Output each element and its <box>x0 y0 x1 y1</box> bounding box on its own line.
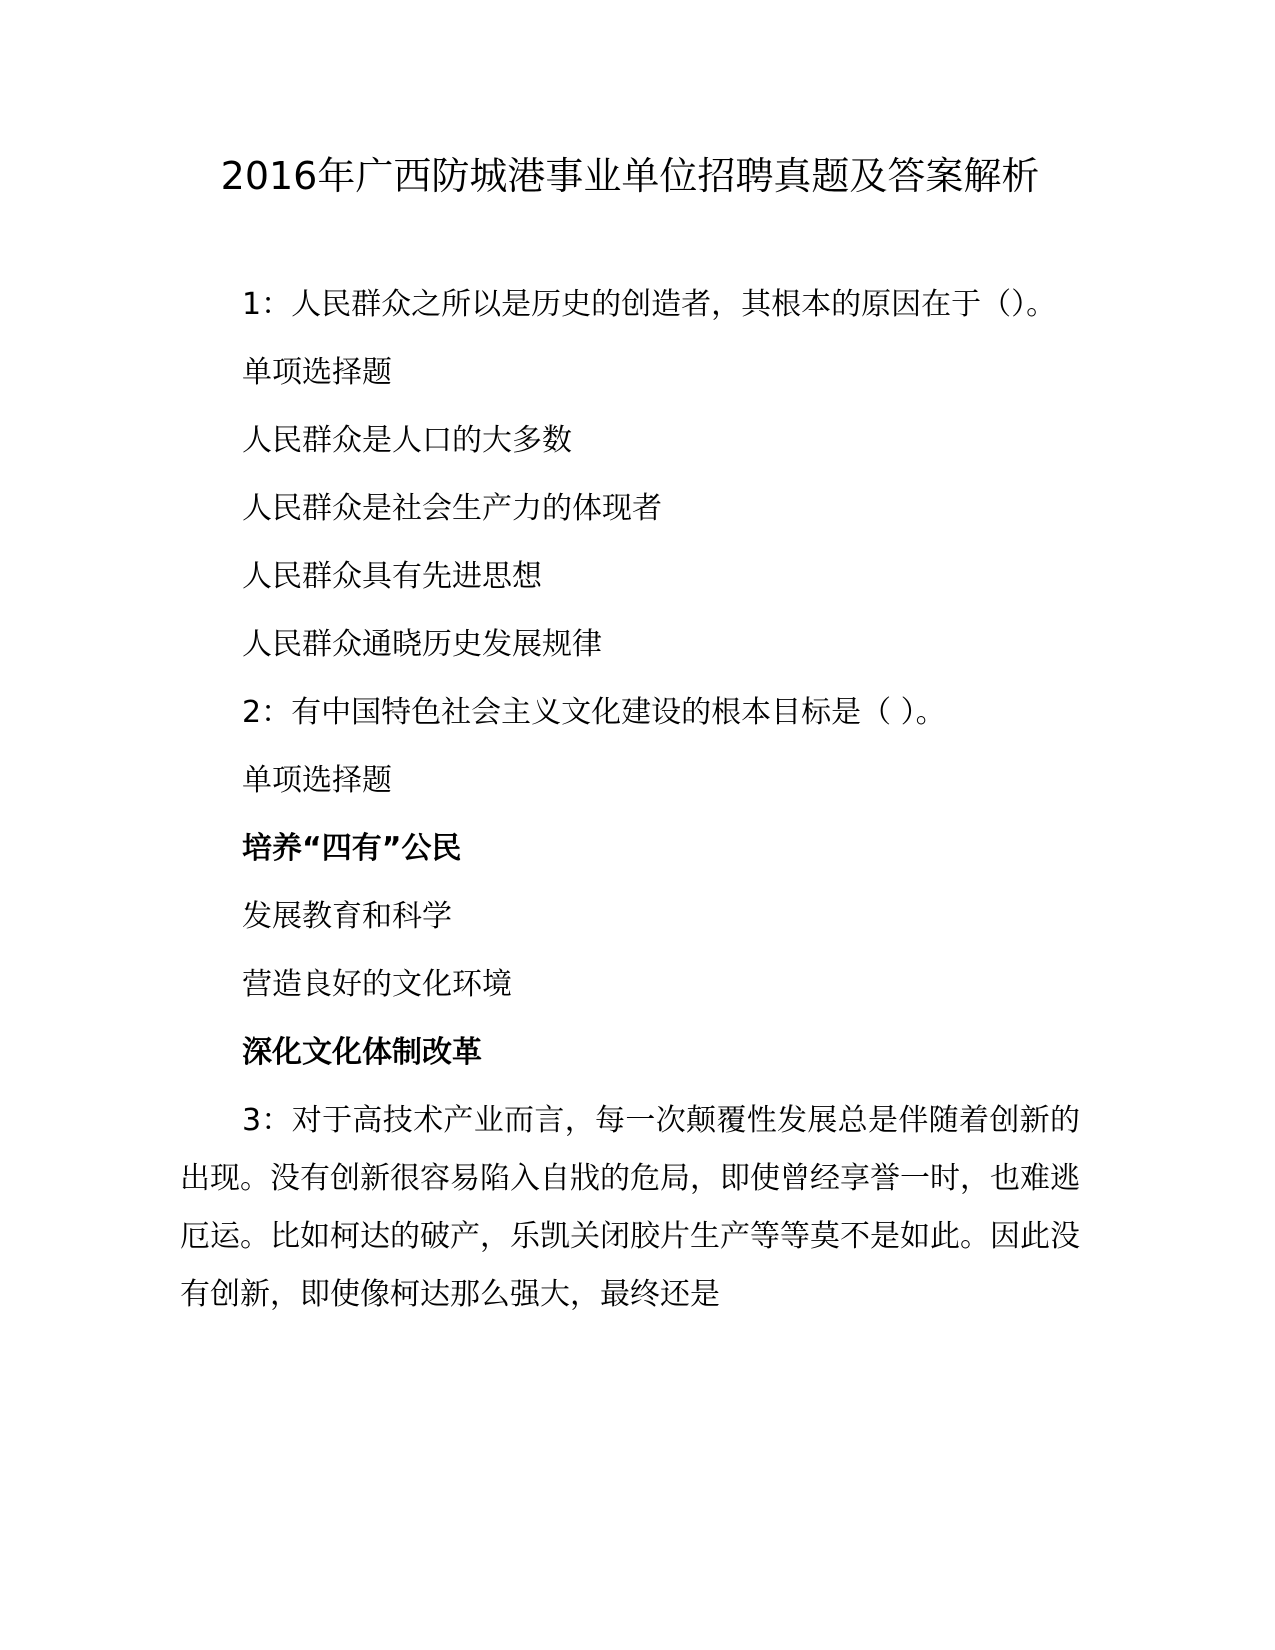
document-body <box>180 276 1080 1324</box>
question-1-option-c: 人民群众具有先进思想 <box>242 559 542 594</box>
document-title: 2016年广西防城港事业单位招聘真题及答案解析 <box>220 154 1040 198</box>
question-2-type: 单项选择题 <box>242 763 392 798</box>
question-3-stem: 3：对于高技术产业而言，每一次颠覆性发展总是伴随着创新的出现。没有创新很容易陷入自戕的危局，即使曾经享誉一时，也难逃厄运。比如柯达的破产，乐凯关闭胶片生产等等莫不是如此。因此没有创新，即使像柯达那么强大，最终还是 <box>180 1103 1080 1312</box>
question-2-option-d: 深化文化体制改革 <box>242 1035 482 1070</box>
question-2-option-b: 发展教育和科学 <box>242 899 452 934</box>
question-1-option-b: 人民群众是社会生产力的体现者 <box>242 491 662 526</box>
question-1-stem: 1：人民群众之所以是历史的创造者，其根本的原因在于（）。 <box>242 287 1057 322</box>
question-2-option-c: 营造良好的文化环境 <box>242 967 512 1002</box>
question-1-option-a: 人民群众是人口的大多数 <box>242 423 572 458</box>
question-1-type: 单项选择题 <box>242 355 392 390</box>
question-1-option-d: 人民群众通晓历史发展规律 <box>242 627 602 662</box>
question-2-stem: 2：有中国特色社会主义文化建设的根本目标是（ ）。 <box>242 695 946 730</box>
question-2-option-a: 培养“四有”公民 <box>242 831 462 866</box>
